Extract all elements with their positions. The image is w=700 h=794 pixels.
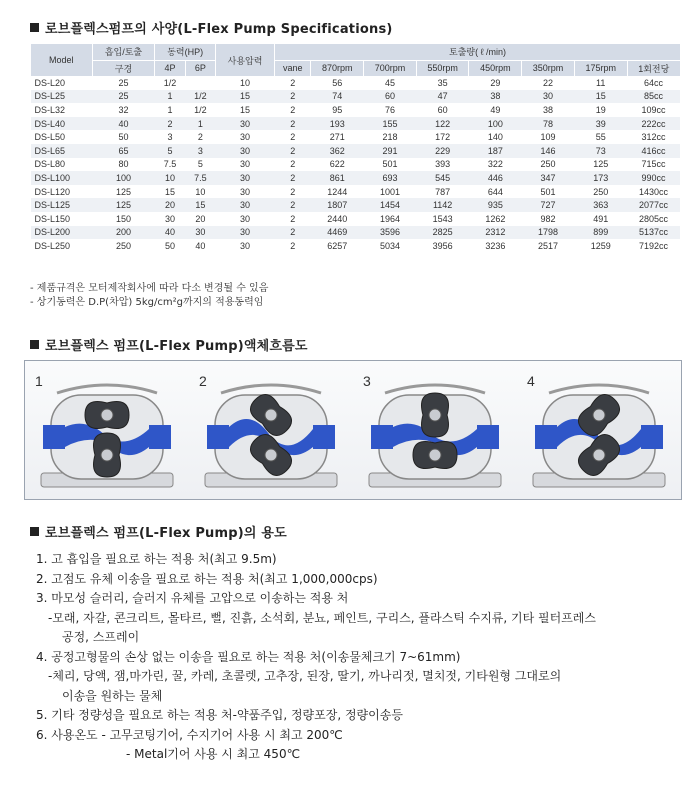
table-cell: 3596 (364, 226, 417, 240)
table-cell: 1798 (522, 226, 575, 240)
table-cell: 30 (216, 117, 275, 131)
table-cell: 19 (574, 103, 627, 117)
flow-title-text: 로브플렉스 펌프(L-Flex Pump)액체흐름도 (45, 339, 308, 354)
col-700: 700rpm (364, 60, 417, 76)
table-cell: 644 (469, 185, 522, 199)
table-cell: 109cc (627, 103, 680, 117)
table-cell: 5137cc (627, 226, 680, 240)
table-row (31, 198, 681, 212)
flow-step (25, 361, 189, 501)
col-350: 350rpm (522, 60, 575, 76)
table-cell: 50 (155, 239, 185, 253)
col-450: 450rpm (469, 60, 522, 76)
table-cell: 150 (92, 212, 155, 226)
table-cell: 2 (275, 144, 311, 158)
table-cell: 1454 (364, 198, 417, 212)
table-cell: 109 (522, 130, 575, 144)
table-cell: 38 (469, 90, 522, 104)
table-cell: 7192cc (627, 239, 680, 253)
table-cell: 1 (185, 117, 215, 131)
table-cell: 125 (92, 198, 155, 212)
table-cell: 5 (185, 158, 215, 172)
step-number: 4 (527, 373, 535, 389)
table-row (31, 117, 681, 131)
lobe-pump-icon (365, 377, 505, 495)
table-cell: 173 (574, 171, 627, 185)
use-item: 6. 사용온도 - 고무코팅기어, 수지기어 사용 시 최고 200℃ (36, 727, 343, 742)
table-row (31, 90, 681, 104)
col-per-rev: 1회전당 (627, 60, 680, 76)
table-cell: 322 (469, 158, 522, 172)
table-cell: 250 (92, 239, 155, 253)
col-4p: 4P (155, 60, 185, 76)
table-cell: 50 (92, 130, 155, 144)
table-cell: 2 (185, 130, 215, 144)
table-cell: 200 (92, 226, 155, 240)
step-number: 1 (35, 373, 43, 389)
table-cell: 56 (311, 76, 364, 90)
lobe-pump-icon (37, 377, 177, 495)
table-cell: 2077cc (627, 198, 680, 212)
spec-table (30, 44, 680, 253)
col-flow: 토출량( ℓ /min) (275, 44, 680, 60)
table-cell: 982 (522, 212, 575, 226)
table-cell: 122 (416, 117, 469, 131)
table-cell: 30 (216, 130, 275, 144)
col-inout-bottom: 구경 (92, 60, 155, 76)
table-cell: 545 (416, 171, 469, 185)
table-cell: 363 (574, 198, 627, 212)
table-row (31, 144, 681, 158)
table-cell: 40 (92, 117, 155, 131)
table-cell: 218 (364, 130, 417, 144)
table-cell: 250 (574, 185, 627, 199)
col-6p: 6P (185, 60, 215, 76)
table-cell: 40 (185, 239, 215, 253)
note-line: - 상기동력은 D.P(차압) 5kg/cm²g까지의 적용동력임 (30, 297, 264, 308)
use-item: 4. 공정고형물의 손상 없는 이송을 필요로 하는 적용 처(이송물체크기 7~61mm) (36, 649, 461, 664)
col-model: Model (31, 44, 93, 76)
table-cell: 1543 (416, 212, 469, 226)
table-cell: 25 (92, 90, 155, 104)
table-cell: 146 (522, 144, 575, 158)
spec-table-body (31, 76, 681, 253)
model-cell: DS-L125 (31, 198, 93, 212)
table-cell: 250 (522, 158, 575, 172)
table-cell: 229 (416, 144, 469, 158)
table-cell: 2825 (416, 226, 469, 240)
table-cell: 990cc (627, 171, 680, 185)
table-cell: 2 (275, 117, 311, 131)
col-175: 175rpm (574, 60, 627, 76)
table-cell: 2 (275, 212, 311, 226)
table-cell: 30 (216, 144, 275, 158)
table-cell: 30 (216, 171, 275, 185)
lobe-pump-icon (529, 377, 669, 495)
table-cell: 2 (275, 226, 311, 240)
table-row (31, 226, 681, 240)
table-cell: 2 (275, 76, 311, 90)
table-cell: 727 (522, 198, 575, 212)
table-cell: 2 (155, 117, 185, 131)
table-cell: 2 (275, 158, 311, 172)
table-cell: 1/2 (185, 103, 215, 117)
square-bullet-icon (30, 23, 39, 32)
table-cell: 30 (216, 226, 275, 240)
table-cell: 2 (275, 239, 311, 253)
table-cell: 3 (185, 144, 215, 158)
table-cell: 1 (155, 103, 185, 117)
table-cell: 1/2 (185, 90, 215, 104)
model-cell: DS-L20 (31, 76, 93, 90)
table-row (31, 185, 681, 199)
table-cell: 100 (92, 171, 155, 185)
table-cell: 45 (364, 76, 417, 90)
table-cell: 15 (185, 198, 215, 212)
flow-step (353, 361, 517, 501)
table-cell: 29 (469, 76, 522, 90)
use-item: -모래, 자갈, 콘크리트, 몰타르, 뻘, 진흙, 소석회, 분뇨, 페인트, 구리스, 플라스틱 수지류, 기타 필터프레스 (48, 610, 596, 625)
lobe-pump-icon (201, 377, 341, 495)
table-cell: 2 (275, 198, 311, 212)
table-cell: 32 (92, 103, 155, 117)
table-cell: 4469 (311, 226, 364, 240)
model-cell: DS-L40 (31, 117, 93, 131)
table-row (31, 130, 681, 144)
table-cell: 222cc (627, 117, 680, 131)
model-cell: DS-L150 (31, 212, 93, 226)
table-cell: 1259 (574, 239, 627, 253)
table-cell: 47 (416, 90, 469, 104)
use-item: -체리, 당액, 잼,마가린, 꿀, 카레, 초콜렛, 고추장, 된장, 딸기, 까나리젓, 멸치젓, 기타원형 그대로의 (48, 669, 562, 683)
table-row (31, 103, 681, 117)
table-cell: 49 (469, 103, 522, 117)
table-cell: 2805cc (627, 212, 680, 226)
table-cell: 5 (155, 144, 185, 158)
table-cell: 1964 (364, 212, 417, 226)
use-item: 3. 마모성 슬러리, 슬러지 유체를 고압으로 이송하는 적용 처 (36, 591, 349, 605)
col-pressure: 사용압력 (216, 44, 275, 76)
flow-step (517, 361, 681, 501)
table-cell: 899 (574, 226, 627, 240)
spec-title-text: 로브플렉스펌프의 사양(L-Flex Pump Specifications) (45, 22, 393, 37)
model-cell: DS-L65 (31, 144, 93, 158)
flow-section-title (30, 335, 308, 354)
table-cell: 40 (155, 226, 185, 240)
table-cell: 39 (574, 117, 627, 131)
table-cell: 15 (155, 185, 185, 199)
table-cell: 362 (311, 144, 364, 158)
table-cell: 22 (522, 76, 575, 90)
table-cell: 55 (574, 130, 627, 144)
table-cell: 125 (574, 158, 627, 172)
table-cell: 65 (92, 144, 155, 158)
spec-notes (30, 282, 268, 310)
table-cell: 10 (155, 171, 185, 185)
uses-title-text: 로브플렉스 펌프(L-Flex Pump)의 용도 (45, 526, 287, 541)
col-vane: vane (275, 60, 311, 76)
table-cell: 1/2 (155, 76, 185, 90)
use-item: 2. 고점도 유체 이송을 필요로 하는 적용 처(최고 1,000,000cps) (36, 571, 378, 586)
table-cell: 1244 (311, 185, 364, 199)
table-cell: 7.5 (185, 171, 215, 185)
square-bullet-icon (30, 340, 39, 349)
model-cell: DS-L80 (31, 158, 93, 172)
table-cell: 15 (574, 90, 627, 104)
col-inout-top: 흡입/토출 (92, 44, 155, 60)
table-cell: 1807 (311, 198, 364, 212)
table-row (31, 158, 681, 172)
table-cell: 35 (416, 76, 469, 90)
table-cell: 446 (469, 171, 522, 185)
table-cell: 11 (574, 76, 627, 90)
table-cell: 501 (364, 158, 417, 172)
table-row (31, 76, 681, 90)
table-cell: 30 (216, 185, 275, 199)
table-cell: 80 (92, 158, 155, 172)
table-cell: 2 (275, 90, 311, 104)
table-cell: 25 (92, 76, 155, 90)
table-cell: 2 (275, 103, 311, 117)
table-cell: 271 (311, 130, 364, 144)
table-cell: 6257 (311, 239, 364, 253)
table-cell: 30 (155, 212, 185, 226)
table-cell: 3956 (416, 239, 469, 253)
table-cell: 291 (364, 144, 417, 158)
table-cell: 172 (416, 130, 469, 144)
table-cell (185, 76, 215, 90)
table-cell: 187 (469, 144, 522, 158)
table-cell: 3 (155, 130, 185, 144)
col-550: 550rpm (416, 60, 469, 76)
table-cell: 1142 (416, 198, 469, 212)
table-cell: 125 (92, 185, 155, 199)
table-cell: 1001 (364, 185, 417, 199)
table-cell: 20 (185, 212, 215, 226)
table-cell: 2440 (311, 212, 364, 226)
table-cell: 787 (416, 185, 469, 199)
table-cell: 30 (216, 158, 275, 172)
table-cell: 60 (364, 90, 417, 104)
table-cell: 20 (155, 198, 185, 212)
use-item: 이송을 원하는 물체 (62, 688, 163, 703)
use-item: 5. 기타 정량성을 필요로 하는 적용 처-약품주입, 정량포장, 정량이송등 (36, 708, 403, 722)
table-cell: 2 (275, 130, 311, 144)
col-power: 동력(HP) (155, 44, 216, 60)
table-cell: 78 (522, 117, 575, 131)
model-cell: DS-L120 (31, 185, 93, 199)
table-cell: 30 (216, 239, 275, 253)
uses-list (36, 550, 596, 765)
uses-section-title (30, 522, 287, 541)
model-cell: DS-L250 (31, 239, 93, 253)
table-cell: 715cc (627, 158, 680, 172)
table-cell: 1430cc (627, 185, 680, 199)
table-cell: 140 (469, 130, 522, 144)
table-cell: 95 (311, 103, 364, 117)
table-cell: 2 (275, 185, 311, 199)
table-cell: 15 (216, 103, 275, 117)
table-cell: 74 (311, 90, 364, 104)
table-cell: 155 (364, 117, 417, 131)
table-cell: 347 (522, 171, 575, 185)
table-cell: 5034 (364, 239, 417, 253)
note-line: - 제품규격은 모터제작회사에 따라 다소 변경될 수 있음 (30, 283, 269, 294)
table-cell: 2517 (522, 239, 575, 253)
table-cell: 30 (216, 198, 275, 212)
table-cell: 2 (275, 171, 311, 185)
table-cell: 3236 (469, 239, 522, 253)
table-cell: 7.5 (155, 158, 185, 172)
flow-diagram (24, 360, 682, 500)
table-cell: 85cc (627, 90, 680, 104)
table-cell: 30 (185, 226, 215, 240)
table-cell: 491 (574, 212, 627, 226)
table-cell: 30 (522, 90, 575, 104)
table-cell: 10 (216, 76, 275, 90)
use-item: 공정, 스프레이 (62, 630, 140, 644)
step-number: 2 (199, 373, 207, 389)
table-cell: 76 (364, 103, 417, 117)
table-row (31, 212, 681, 226)
model-cell: DS-L32 (31, 103, 93, 117)
step-number: 3 (363, 373, 371, 389)
table-cell: 193 (311, 117, 364, 131)
table-row (31, 239, 681, 253)
table-cell: 2312 (469, 226, 522, 240)
table-cell: 1262 (469, 212, 522, 226)
use-item: - Metal기어 사용 시 최고 450℃ (126, 747, 301, 761)
table-cell: 10 (185, 185, 215, 199)
model-cell: DS-L200 (31, 226, 93, 240)
table-cell: 935 (469, 198, 522, 212)
spec-section-title (30, 18, 393, 37)
model-cell: DS-L50 (31, 130, 93, 144)
table-cell: 100 (469, 117, 522, 131)
col-870: 870rpm (311, 60, 364, 76)
table-cell: 60 (416, 103, 469, 117)
table-cell: 501 (522, 185, 575, 199)
table-cell: 622 (311, 158, 364, 172)
table-cell: 393 (416, 158, 469, 172)
table-row (31, 171, 681, 185)
table-cell: 73 (574, 144, 627, 158)
square-bullet-icon (30, 527, 39, 536)
table-cell: 15 (216, 90, 275, 104)
table-cell: 64cc (627, 76, 680, 90)
table-cell: 693 (364, 171, 417, 185)
model-cell: DS-L100 (31, 171, 93, 185)
table-cell: 312cc (627, 130, 680, 144)
table-cell: 1 (155, 90, 185, 104)
table-cell: 861 (311, 171, 364, 185)
table-cell: 416cc (627, 144, 680, 158)
table-cell: 38 (522, 103, 575, 117)
table-cell: 30 (216, 212, 275, 226)
model-cell: DS-L25 (31, 90, 93, 104)
flow-step (189, 361, 353, 501)
use-item: 1. 고 흡입을 필요로 하는 적용 처(최고 9.5m) (36, 552, 277, 566)
